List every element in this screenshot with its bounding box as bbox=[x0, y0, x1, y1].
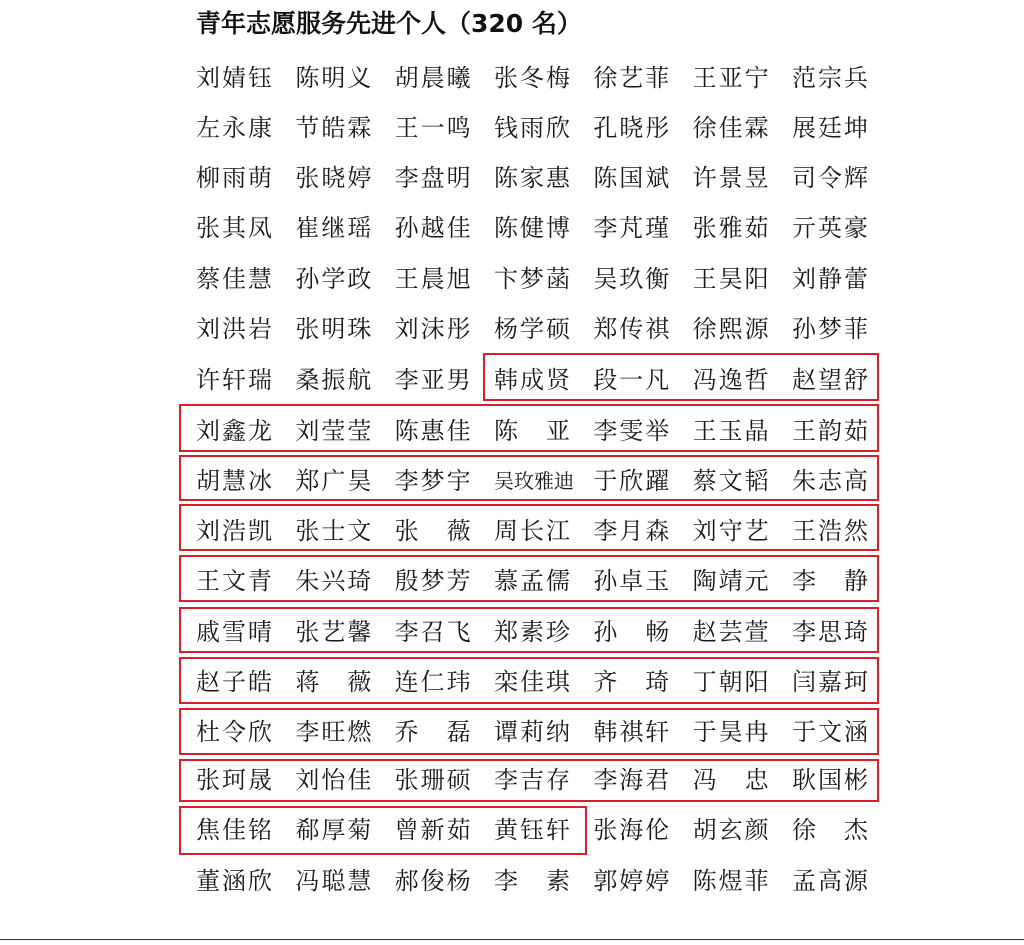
person-name: 赵子皓 bbox=[196, 668, 274, 696]
highlight-box bbox=[179, 806, 587, 855]
person-name: 于昊冉 bbox=[692, 718, 771, 746]
person-name: 张海伦 bbox=[593, 816, 672, 844]
person-name: 胡玄颜 bbox=[692, 816, 771, 844]
highlight-box bbox=[179, 504, 879, 551]
person-name: 殷梦芳 bbox=[394, 567, 473, 595]
person-name: 桑振航 bbox=[295, 366, 374, 394]
person-name: 郑广昊 bbox=[295, 467, 374, 495]
person-name: 李雯举 bbox=[593, 417, 672, 445]
person-name: 李海君 bbox=[593, 766, 672, 794]
person-name: 于文涵 bbox=[791, 718, 870, 746]
highlight-box bbox=[179, 708, 879, 755]
person-name: 张艺馨 bbox=[295, 618, 374, 646]
person-name: 李亚男 bbox=[394, 366, 473, 394]
highlight-box bbox=[179, 404, 879, 452]
person-name: 柳雨萌 bbox=[196, 164, 274, 192]
person-name: 徐艺菲 bbox=[593, 64, 672, 92]
highlight-box bbox=[179, 759, 879, 802]
person-name: 孙卓玉 bbox=[593, 567, 672, 595]
person-name: 范宗兵 bbox=[791, 64, 870, 92]
person-name: 孔晓彤 bbox=[593, 114, 672, 142]
person-name: 刘洪岩 bbox=[196, 315, 274, 343]
person-name: 陈家惠 bbox=[493, 164, 572, 192]
person-name: 司令辉 bbox=[791, 164, 870, 192]
name-row bbox=[196, 309, 872, 349]
person-name: 吴玖衡 bbox=[593, 265, 672, 293]
name-row bbox=[196, 158, 872, 198]
person-name: 徐熙源 bbox=[692, 315, 771, 343]
person-name: 孟高源 bbox=[791, 867, 870, 895]
person-name: 李 素 bbox=[493, 867, 572, 895]
person-name: 张明珠 bbox=[295, 315, 374, 343]
person-name: 王一鸣 bbox=[394, 114, 473, 142]
person-name: 郑素珍 bbox=[493, 618, 572, 646]
person-name: 卞梦菡 bbox=[493, 265, 572, 293]
person-name: 王浩然 bbox=[791, 517, 870, 545]
person-name: 朱兴琦 bbox=[295, 567, 374, 595]
person-name: 王韵茹 bbox=[791, 417, 870, 445]
person-name: 杨学硕 bbox=[493, 315, 572, 343]
name-row bbox=[196, 208, 872, 248]
person-name: 许景昱 bbox=[692, 164, 771, 192]
person-name: 谭莉纳 bbox=[493, 718, 572, 746]
person-name: 张晓婷 bbox=[295, 164, 374, 192]
person-name: 李思琦 bbox=[791, 618, 870, 646]
person-name: 陈煜菲 bbox=[692, 867, 771, 895]
person-name: 左永康 bbox=[196, 114, 274, 142]
person-name: 黄钰轩 bbox=[493, 816, 572, 844]
person-name: 韩成贤 bbox=[493, 366, 572, 394]
person-name: 张珊硕 bbox=[394, 766, 473, 794]
person-name: 刘婧钰 bbox=[196, 64, 274, 92]
person-name: 杜令欣 bbox=[196, 718, 274, 746]
highlight-box bbox=[179, 455, 879, 501]
person-name: 陈国斌 bbox=[593, 164, 672, 192]
person-name: 亓英豪 bbox=[791, 214, 870, 242]
person-name: 胡慧冰 bbox=[196, 467, 274, 495]
person-name: 冯聪慧 bbox=[295, 867, 374, 895]
person-name: 连仁玮 bbox=[394, 668, 473, 696]
person-name: 冯 忠 bbox=[692, 766, 771, 794]
person-name: 孙 畅 bbox=[593, 618, 672, 646]
name-row bbox=[196, 861, 872, 901]
highlight-box bbox=[179, 607, 879, 653]
highlight-box bbox=[179, 657, 879, 704]
person-name: 许轩瑞 bbox=[196, 366, 274, 394]
person-name: 刘浩凯 bbox=[196, 517, 274, 545]
person-name: 王文青 bbox=[196, 567, 274, 595]
person-name: 李 静 bbox=[791, 567, 870, 595]
section-heading: 青年志愿服务先进个人（320 名） bbox=[196, 9, 582, 38]
person-name: 张其凤 bbox=[196, 214, 274, 242]
person-name: 董涵欣 bbox=[196, 867, 274, 895]
person-name: 乔 磊 bbox=[394, 718, 473, 746]
person-name: 戚雪晴 bbox=[196, 618, 274, 646]
person-name: 张士文 bbox=[295, 517, 374, 545]
person-name: 张 薇 bbox=[394, 517, 473, 545]
person-name: 王亚宁 bbox=[692, 64, 771, 92]
person-name: 刘沫彤 bbox=[394, 315, 473, 343]
person-name: 郝俊杨 bbox=[394, 867, 473, 895]
person-name: 节皓霖 bbox=[295, 114, 374, 142]
person-name: 蒋 薇 bbox=[295, 668, 374, 696]
person-name: 李旺燃 bbox=[295, 718, 374, 746]
person-name: 李吉存 bbox=[493, 766, 572, 794]
page-bottom-rule bbox=[0, 939, 1024, 940]
highlight-box bbox=[179, 555, 879, 602]
person-name: 展廷坤 bbox=[791, 114, 870, 142]
person-name: 慕孟儒 bbox=[493, 567, 572, 595]
person-name: 陈明义 bbox=[295, 64, 374, 92]
person-name: 刘守艺 bbox=[692, 517, 771, 545]
person-name: 孙学政 bbox=[295, 265, 374, 293]
person-name: 赵望舒 bbox=[791, 366, 870, 394]
person-name: 郑传祺 bbox=[593, 315, 672, 343]
person-name: 崔继瑶 bbox=[295, 214, 374, 242]
person-name: 段一凡 bbox=[593, 366, 672, 394]
person-name: 王玉晶 bbox=[692, 417, 771, 445]
person-name: 闫嘉珂 bbox=[791, 668, 870, 696]
person-name: 郗厚菊 bbox=[295, 816, 374, 844]
person-name: 李盘明 bbox=[394, 164, 473, 192]
person-name: 王晨旭 bbox=[394, 265, 473, 293]
person-name: 蔡佳慧 bbox=[196, 265, 274, 293]
person-name: 李月森 bbox=[593, 517, 672, 545]
person-name: 陈健博 bbox=[493, 214, 572, 242]
person-name: 张珂晟 bbox=[196, 766, 274, 794]
person-name: 刘怡佳 bbox=[295, 766, 374, 794]
person-name: 朱志高 bbox=[791, 467, 870, 495]
person-name: 王昊阳 bbox=[692, 265, 771, 293]
person-name: 张雅茹 bbox=[692, 214, 771, 242]
person-name: 刘莹莹 bbox=[295, 417, 374, 445]
person-name: 丁朝阳 bbox=[692, 668, 771, 696]
person-name: 孙梦菲 bbox=[791, 315, 870, 343]
person-name: 钱雨欣 bbox=[493, 114, 572, 142]
person-name: 徐佳霖 bbox=[692, 114, 771, 142]
highlight-box bbox=[483, 353, 879, 401]
name-row bbox=[196, 58, 872, 98]
person-name: 陶靖元 bbox=[692, 567, 771, 595]
person-name: 冯逸哲 bbox=[692, 366, 771, 394]
name-row bbox=[196, 108, 872, 148]
person-name: 吴玫雅迪 bbox=[493, 469, 574, 493]
person-name: 胡晨曦 bbox=[394, 64, 473, 92]
person-name: 于欣躍 bbox=[593, 467, 672, 495]
person-name: 李芃瑾 bbox=[593, 214, 672, 242]
person-name: 耿国彬 bbox=[791, 766, 870, 794]
person-name: 周长江 bbox=[493, 517, 572, 545]
name-row bbox=[196, 259, 872, 299]
person-name: 郭婷婷 bbox=[593, 867, 672, 895]
person-name: 孙越佳 bbox=[394, 214, 473, 242]
person-name: 李梦宇 bbox=[394, 467, 473, 495]
person-name: 徐 杰 bbox=[791, 816, 870, 844]
person-name: 陈 亚 bbox=[493, 417, 572, 445]
person-name: 韩祺轩 bbox=[593, 718, 672, 746]
person-name: 焦佳铭 bbox=[196, 816, 274, 844]
person-name: 张冬梅 bbox=[493, 64, 572, 92]
person-name: 李召飞 bbox=[394, 618, 473, 646]
person-name: 蔡文韬 bbox=[692, 467, 771, 495]
person-name: 赵芸萱 bbox=[692, 618, 771, 646]
person-name: 曾新茹 bbox=[394, 816, 473, 844]
person-name: 刘静蕾 bbox=[791, 265, 870, 293]
person-name: 陈惠佳 bbox=[394, 417, 473, 445]
person-name: 刘鑫龙 bbox=[196, 417, 274, 445]
person-name: 栾佳琪 bbox=[493, 668, 572, 696]
person-name: 齐 琦 bbox=[593, 668, 672, 696]
